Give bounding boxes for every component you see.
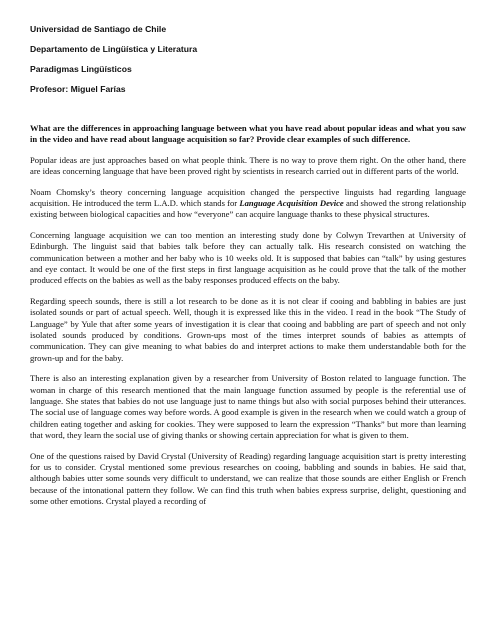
paragraph-speech-sounds: Regarding speech sounds, there is still a lot research to be done as it is not clear if cooing and babbling in babies are just isolated sounds or part of actual speech. Well, though it is expressed like this in the video. I read in the book “The Study of Language” by Yule that after some years of investigation it is clear that cooing and babbling are part of speech and not only isolated sounds produced by conditions. Grown-ups most of the times interpret sounds of babies as attempts of communication. They can give meaning to what babies do and interpret actions to make them understandable both for the grown-up and for the baby. — [30, 296, 466, 363]
paragraph-chomsky — [30, 187, 466, 221]
lad-term: Language Acquisition Device — [239, 197, 344, 208]
department-name: Departamento de Lingüística y Literatura — [30, 44, 198, 54]
document-page — [30, 24, 466, 517]
paragraph-chomsky-text-2: and showed the strong relationship existing between biological capacities and how “everyone” can acquire language thanks to these physical structures. — [30, 197, 466, 220]
professor-name: Profesor: Miguel Farías — [30, 84, 126, 94]
assignment-question: What are the differences in approaching language between what you have read about popular ideas and what you saw in the video and have read about language acquisition so far? Provide clear examples of such difference. — [30, 123, 466, 145]
paragraph-boston-research: There is also an interesting explanation given by a researcher from University of Boston related to language function. The woman in charge of this research mentioned that the main language function assumed by people is the referential use of language. She states that babies do not use language just to name things but also with social purposes behind their utterances. The social use of language comes way before words. A good example is given in the research when we could watch a group of children eating together and asking for cookies. They were supposed to learn the expression “Thanks” but more than learning that word, they learn the social use of giving thanks or showing certain appreciation for what is given to them. — [30, 373, 466, 440]
course-name: Paradigmas Lingüísticos — [30, 64, 132, 74]
paragraph-trevarthen: Concerning language acquisition we can too mention an interesting study done by Colwyn Trevarthen at University of Edinburgh. The linguist said that babies talk before they can actually talk. His research consisted on watching the communication between a mother and her baby who is 10 weeks old. It is supposed that babies can “talk” by using gestures and eye contact. It would be one of the first steps in first language acquisition as he could prove that the talk of the mother produced effects on the babies as well as the baby responses produced effects on the baby. — [30, 230, 466, 286]
paragraph-crystal: One of the questions raised by David Crystal (University of Reading) regarding language acquisition start is pretty interesting for us to consider. Crystal mentioned some previous researches on cooing, babbling and sounds in babies. He said that, although babies utter some sounds very difficult to understand, we can realize that those sounds are either English or French because of the intonational pattern they follow. We can find this truth when babies express surprise, delight, questioning and some other emotions. Crystal played a recording of — [30, 450, 466, 506]
university-name: Universidad de Santiago de Chile — [30, 24, 167, 34]
paragraph-popular-ideas: Popular ideas are just approaches based on what people think. There is no way to prove them right. On the other hand, there are ideas concerning language that have been proved right by scientists in research carried out in different parts of the world. — [30, 154, 466, 176]
paragraph-chomsky-text-1: Noam Chomsky’s theory concerning language acquisition changed the perspective linguists had regarding language acquisition. He introduced the term L.A.D. which stands for — [30, 186, 466, 208]
